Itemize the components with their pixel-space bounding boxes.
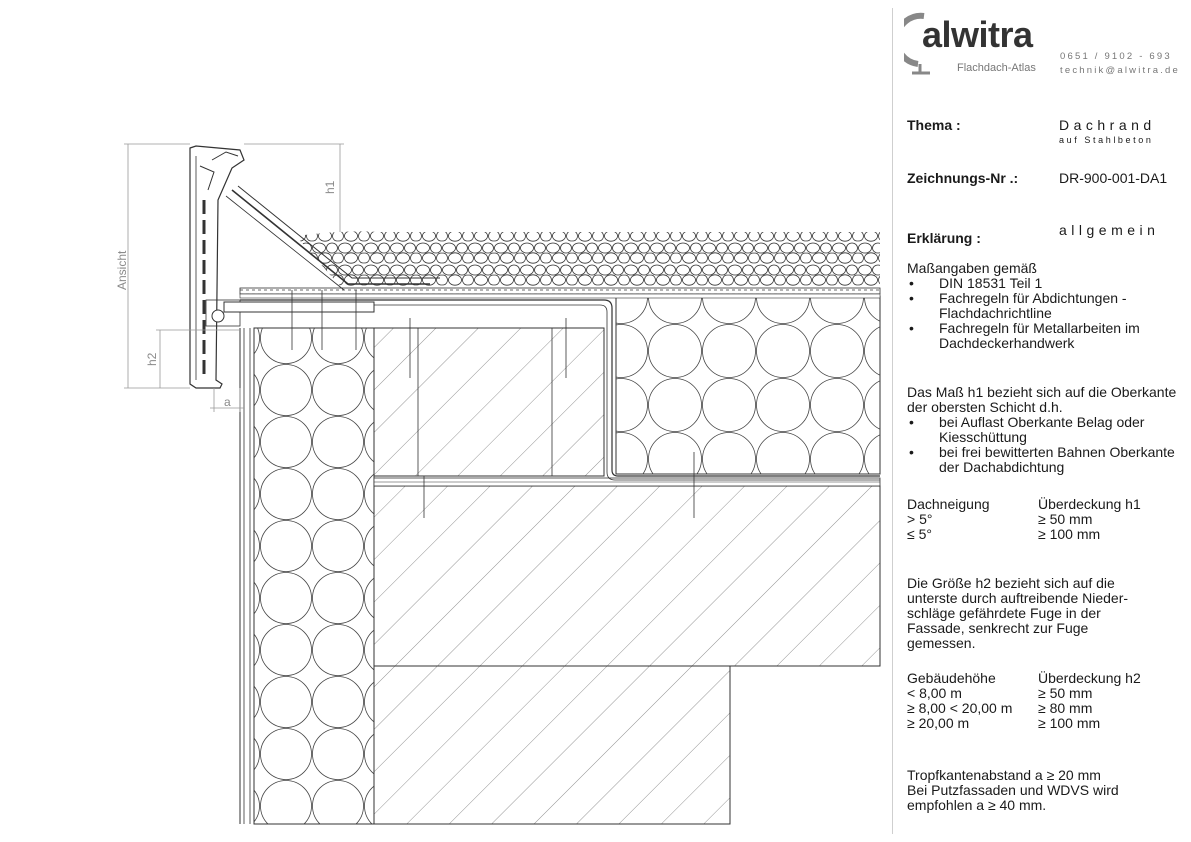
h2-table-header-2: Überdeckung h2 bbox=[1038, 670, 1141, 686]
h1-table-cell: ≥ 50 mm bbox=[1038, 511, 1093, 527]
bullet-din: • DIN 18531 Teil 1 bbox=[907, 276, 1177, 291]
logo-subtitle: Flachdach-Atlas bbox=[957, 62, 1036, 74]
dim-a: a bbox=[224, 395, 231, 409]
explanation-value: allgemein bbox=[1059, 222, 1160, 238]
thema-label: Thema : bbox=[907, 117, 961, 133]
drip-text-2: Bei Putzfassaden und WDVS wird empfohlen a ≥ 40 mm. bbox=[907, 782, 1119, 813]
h2-table-cell: ≥ 50 mm bbox=[1038, 685, 1093, 701]
phone-number: 0651 / 9102 - 693 bbox=[1060, 51, 1172, 62]
bullet-fachregeln-abdichtungen: • Fachregeln für Abdichtungen - Flachdachrichtline bbox=[907, 291, 1177, 321]
roof-insulation bbox=[616, 296, 880, 474]
concrete-slab bbox=[374, 486, 880, 666]
drip-text: Tropfkantenabstand a ≥ 20 mm bbox=[907, 767, 1101, 783]
parapet-block bbox=[374, 328, 604, 476]
explanation-label: Erklärung : bbox=[907, 230, 981, 246]
h2-table-cell: ≥ 80 mm bbox=[1038, 700, 1093, 716]
email-address: technik@alwitra.de bbox=[1060, 65, 1181, 76]
h1-notes bbox=[907, 385, 1177, 475]
dim-h1: h1 bbox=[323, 180, 337, 194]
h2-table-header-1: Gebäudehöhe bbox=[907, 670, 996, 686]
panel-divider bbox=[892, 8, 893, 834]
h2-table-cell: ≥ 8,00 < 20,00 m bbox=[907, 700, 1013, 716]
drip-notes bbox=[907, 768, 1177, 813]
notes-intro: Maßangaben gemäß bbox=[907, 260, 1037, 276]
h1-table bbox=[907, 497, 1177, 542]
logo-wordmark: alwitra bbox=[922, 14, 1033, 55]
thema-sub: auf Stahlbeton bbox=[1059, 135, 1154, 145]
h2-table bbox=[907, 671, 1177, 731]
bullet-auflast: • bei Auflast Oberkante Belag oder Kiesschüttung bbox=[907, 415, 1177, 445]
h1-table-cell: ≤ 5° bbox=[907, 526, 932, 542]
h1-text: Das Maß h1 bezieht sich auf die Oberkante der obersten Schicht d.h. bbox=[907, 384, 1177, 415]
bullet-fachregeln-metall: • Fachregeln für Metallarbeiten im Dachdeckerhandwerk bbox=[907, 321, 1177, 351]
concrete-wall bbox=[374, 666, 730, 824]
h2-table-cell: < 8,00 m bbox=[907, 685, 962, 701]
h1-table-header-2: Überdeckung h1 bbox=[1038, 496, 1141, 512]
roof-membrane bbox=[240, 288, 880, 294]
h1-table-header-1: Dachneigung bbox=[907, 496, 990, 512]
h2-table-cell: ≥ 100 mm bbox=[1038, 715, 1101, 731]
dim-ansicht: Ansicht bbox=[115, 250, 129, 290]
drawing-no-value: DR-900-001-DA1 bbox=[1059, 170, 1168, 186]
h1-table-cell: > 5° bbox=[907, 511, 933, 527]
h1-table-cell: ≥ 100 mm bbox=[1038, 526, 1101, 542]
notes-block bbox=[907, 261, 1177, 351]
bullet-bewittert: • bei frei bewitterten Bahnen Oberkante der Dachabdichtung bbox=[907, 445, 1177, 475]
thema-value: Dachrand bbox=[1059, 117, 1156, 133]
h2-table-cell: ≥ 20,00 m bbox=[907, 715, 970, 731]
h2-text: Die Größe h2 bezieht sich auf die unterste durch auftreibende Nieder-schläge gefährdete Fuge in der Fassade, senkrecht zur Fuge gemessen. bbox=[907, 575, 1129, 651]
facade-insulation bbox=[254, 328, 374, 824]
drawing-no-label: Zeichnungs-Nr .: bbox=[907, 170, 1019, 186]
dim-h2: h2 bbox=[145, 352, 159, 366]
